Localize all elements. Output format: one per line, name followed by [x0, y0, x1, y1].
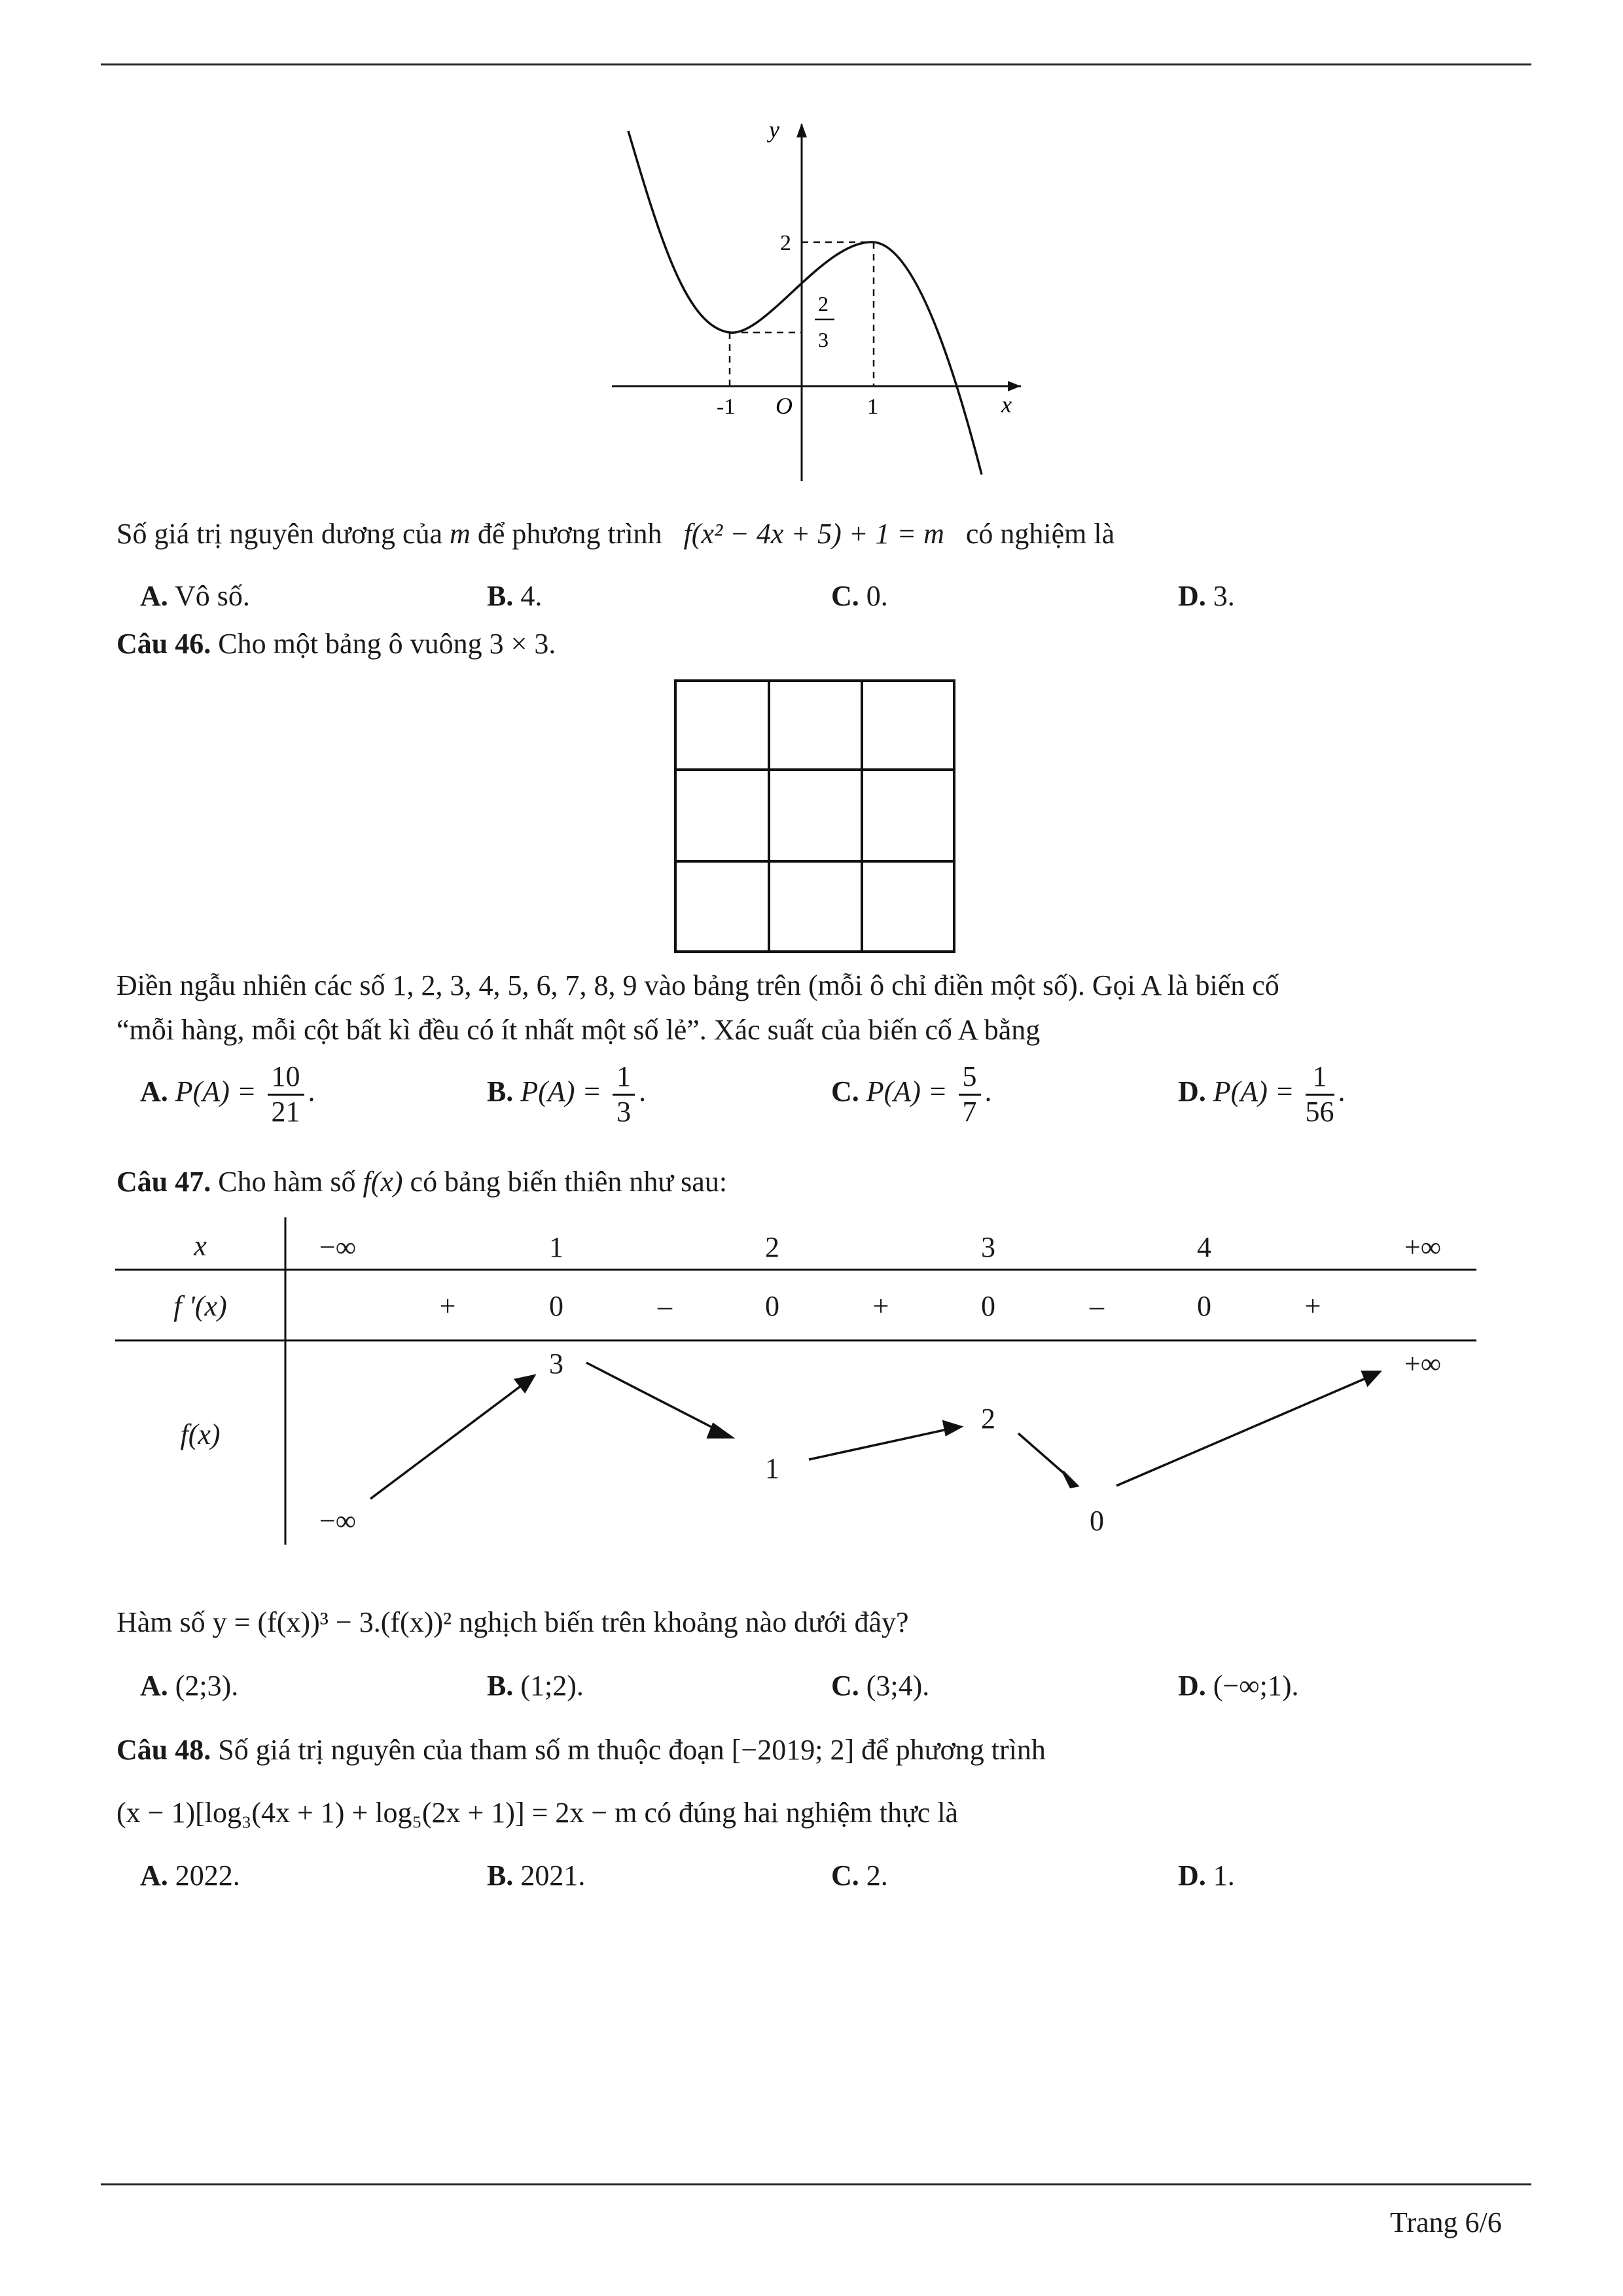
vt-fp-sign: 0: [1197, 1290, 1211, 1322]
vt-fp-sign: –: [658, 1290, 672, 1322]
q47-option-a[interactable]: A. (2;3).: [140, 1670, 239, 1702]
q47-label: Câu 47.: [116, 1166, 211, 1198]
vt-fp-sign: 0: [981, 1290, 995, 1322]
q46-title-text: Cho một bảng ô vuông 3 × 3.: [218, 628, 556, 660]
vt-fp-sign: –: [1090, 1290, 1104, 1322]
q45-stem-part3: có nghiệm là: [965, 518, 1115, 550]
vt-fp-sign: 0: [765, 1290, 779, 1322]
vt-header-fprime: f '(x): [173, 1290, 227, 1322]
q48-line1-text: Số giá trị nguyên của tham số m thuộc đoạn [−2019; 2] để phương trình: [218, 1734, 1046, 1766]
q46-option-d[interactable]: D. P(A) = $\frac{1}{56}$ .: [1178, 1060, 1346, 1128]
vt-fp-sign: +: [872, 1290, 889, 1322]
y-axis-arrow: [796, 123, 807, 137]
variation-table: [115, 1217, 1476, 1545]
vt-f-1: 1: [765, 1452, 779, 1484]
vt-f-pos-inf: +∞: [1404, 1348, 1442, 1380]
q46-option-b[interactable]: B. P(A) = $\frac{1}{3}$ .: [487, 1060, 647, 1128]
q47-title-f: f(x): [363, 1166, 403, 1198]
header-rule: [101, 63, 1531, 65]
vt-header-f: f(x): [180, 1418, 221, 1450]
frac-denominator: 3: [818, 328, 829, 351]
vt-fp-sign: +: [439, 1290, 456, 1322]
q45-option-a[interactable]: A. Vô số.: [140, 580, 250, 612]
q48-option-b[interactable]: B. 2021.: [487, 1859, 586, 1892]
frac-numerator: 2: [818, 292, 829, 315]
vt-x-1: 1: [549, 1231, 563, 1263]
vt-fp-sign: 0: [549, 1290, 563, 1322]
x-axis-arrow: [1008, 381, 1021, 391]
q48-option-a[interactable]: A. 2022.: [140, 1859, 240, 1892]
function-graph: [609, 111, 1034, 491]
q45-option-c[interactable]: C. 0.: [831, 580, 888, 612]
y-label-2: 2: [780, 231, 791, 255]
vt-x-pos-inf: +∞: [1404, 1231, 1442, 1263]
vt-f-2: 2: [981, 1403, 995, 1435]
cubic-curve: [628, 131, 982, 475]
q45-option-b[interactable]: B. 4.: [487, 580, 543, 612]
vt-f-0: 0: [1090, 1505, 1104, 1537]
q46-option-c[interactable]: C. P(A) = $\frac{5}{7}$ .: [831, 1060, 992, 1128]
q45-equation: f(x² − 4x + 5) + 1 = m: [683, 518, 944, 550]
grid-3x3: [674, 679, 955, 953]
variation-table-lines: [115, 1217, 1476, 1545]
q46-title: [116, 627, 556, 662]
q46-para-line1: Điền ngẫu nhiên các số 1, 2, 3, 4, 5, 6, 7, 8, 9 vào bảng trên (mỗi ô chỉ điền một số). Gọi A là biến cố: [116, 969, 1279, 1001]
q45-stem: [116, 517, 1115, 552]
q47-title: [116, 1165, 727, 1200]
tick-label-1: 1: [867, 395, 878, 419]
q45-stem-part1: Số giá trị nguyên dương của: [116, 518, 443, 550]
origin-label: O: [776, 393, 793, 419]
footer-rule: [101, 2183, 1531, 2185]
q46-para-line2: “mỗi hàng, mỗi cột bất kì đều có ít nhất một số lẻ”. Xác suất của biến cố A bằng: [116, 1014, 1041, 1046]
vt-x-2: 2: [765, 1231, 779, 1263]
q45-option-d[interactable]: D. 3.: [1178, 580, 1235, 612]
vt-f-3: 3: [549, 1348, 563, 1380]
q46-option-a[interactable]: A. P(A) = $\frac{10}{21}$ .: [140, 1060, 315, 1128]
vt-x-4: 4: [1197, 1231, 1211, 1263]
q47-option-c[interactable]: C. (3;4).: [831, 1670, 930, 1702]
q47-option-b[interactable]: B. (1;2).: [487, 1670, 584, 1702]
q48-option-d[interactable]: D. 1.: [1178, 1859, 1235, 1892]
q45-stem-part2: để phương trình: [477, 518, 662, 550]
q47-title-a: Cho hàm số: [218, 1166, 356, 1198]
y-axis-label: y: [769, 117, 779, 143]
vt-x-3: 3: [981, 1231, 995, 1263]
vt-x-neg-inf: −∞: [319, 1231, 357, 1263]
vt-f-neg-inf: −∞: [319, 1505, 357, 1537]
q46-label: Câu 46.: [116, 628, 211, 660]
vt-fp-sign: +: [1304, 1290, 1321, 1322]
vt-header-x: x: [194, 1230, 207, 1262]
q48-option-c[interactable]: C. 2.: [831, 1859, 888, 1892]
q48-label: Câu 48.: [116, 1734, 211, 1766]
q48-line2: (x − 1)[log₃(4x + 1) + log₅(2x + 1)] = 2x − m có đúng hai nghiệm thực là: [116, 1797, 959, 1829]
q47-title-b: có bảng biến thiên như sau:: [410, 1166, 728, 1198]
q48-line1: [116, 1733, 1046, 1768]
q47-option-d[interactable]: D. (−∞;1).: [1178, 1670, 1299, 1702]
page-number: Trang 6/6: [1390, 2206, 1502, 2238]
tick-label-neg1: -1: [717, 395, 736, 419]
q45-stem-m: m: [450, 518, 471, 550]
q47-question: Hàm số y = (f(x))³ − 3.(f(x))² nghịch biến trên khoảng nào dưới đây?: [116, 1606, 909, 1638]
x-axis-label: x: [1001, 391, 1012, 418]
